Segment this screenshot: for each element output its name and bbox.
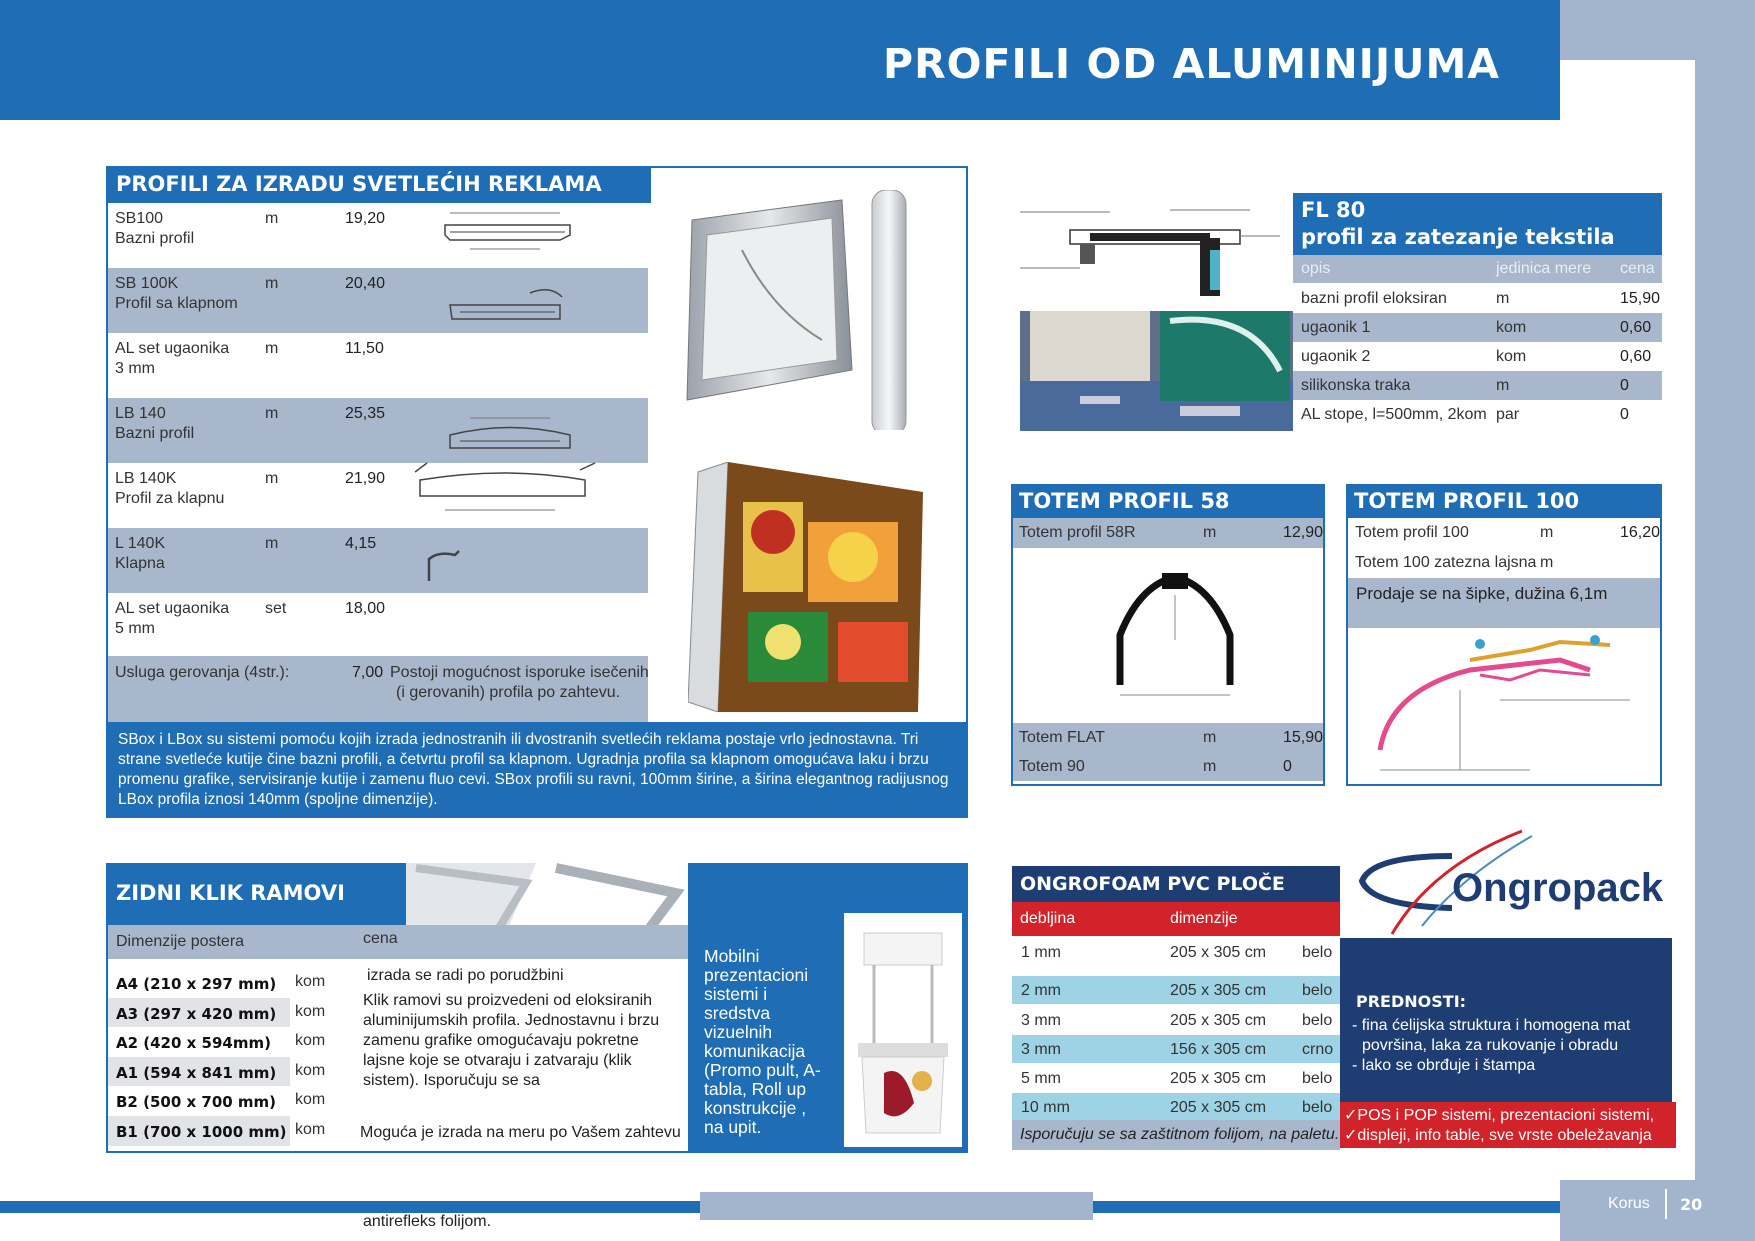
- promo-pult-photo: [844, 913, 962, 1147]
- klik-row-unit: kom: [295, 1091, 326, 1108]
- ongrofoam-footer-row: [1012, 1120, 1340, 1150]
- sb100k-drawing: [440, 275, 580, 330]
- ongrofoam-row-dim: 205 x 305 cm: [1170, 1070, 1267, 1087]
- lightbox-photo: [682, 190, 912, 430]
- svetlece-row-desc: Profil za klapnu: [115, 490, 225, 507]
- fl80-row-price: 0,60: [1620, 319, 1652, 336]
- klik-row-size: A1 (594 x 841 mm): [116, 1064, 277, 1082]
- svetlece-row-unit: m: [265, 470, 279, 487]
- promo-text: Mobilni prezentacioni sistemi i sredstva vizuelnih komunikacija (Promo pult, A-tabla, Roll up konstrukcije , na upit.: [704, 946, 821, 1137]
- red-line-2: ✓displeji, info table, sve vrste obeležavanja: [1344, 1127, 1652, 1144]
- gerovanje-label: Usluga gerovanja (4str.):: [115, 664, 290, 681]
- svetlece-row-price: 4,15: [345, 535, 377, 552]
- footer-center-block: [700, 1192, 1093, 1220]
- svetlece-row-desc: 3 mm: [115, 360, 155, 377]
- ongrofoam-row-deb: 5 mm: [1021, 1070, 1061, 1087]
- svetlece-row-code: AL set ugaonika: [115, 600, 230, 617]
- totem58-bottom-name: Totem FLAT: [1019, 729, 1105, 746]
- totem58-bottom-unit: m: [1203, 729, 1217, 746]
- ongrofoam-row-color: crno: [1302, 1041, 1334, 1058]
- svetlece-row-code: LB 140K: [115, 470, 177, 487]
- klik-note-desc: Klik ramovi su proizvedeni od eloksiranih aluminijumskih profila. Jednostavnu i brzu zamenu grafike omogućavaju pokretne lajsne koje se otvaraju i zatvaraju (klik sistem). Isporučuju se sa: [363, 992, 660, 1089]
- gerovanje-price: 7,00: [352, 664, 384, 681]
- fl80-row-opis: AL stope, l=500mm, 2kom: [1301, 406, 1487, 423]
- prednosti-red-box: [1340, 1102, 1676, 1148]
- svetlece-row-price: 21,90: [345, 470, 386, 487]
- fl80-col-opis: opis: [1301, 260, 1331, 277]
- fl80-drawing: [1020, 200, 1290, 300]
- svetlece-title: PROFILI ZA IZRADU SVETLEĆIH REKLAMA: [116, 172, 602, 196]
- ongrofoam-row-dim: 205 x 305 cm: [1170, 982, 1267, 999]
- page-title: PROFILI OD ALUMINIJUMA: [883, 40, 1500, 88]
- svetlece-row-unit: m: [265, 340, 279, 357]
- ongrofoam-row-deb: 3 mm: [1021, 1041, 1061, 1058]
- totem58-drawing: [1100, 565, 1250, 705]
- ongrofoam-row-color: belo: [1302, 982, 1333, 999]
- klik-row-unit: kom: [295, 1032, 326, 1049]
- ongrofoam-col-dim: dimenzije: [1170, 910, 1238, 927]
- totem58-name: Totem profil 58R: [1019, 524, 1136, 541]
- ongrofoam-row-dim: 205 x 305 cm: [1170, 1012, 1267, 1029]
- fl80-row-opis: silikonska traka: [1301, 377, 1411, 394]
- totem58-title: TOTEM PROFIL 58: [1019, 489, 1230, 513]
- ongropack-logo-text: Ongropack: [1452, 866, 1664, 910]
- klik-title: ZIDNI KLIK RAMOVI: [116, 881, 345, 905]
- header-bar: [0, 0, 1560, 120]
- svetlece-row-code: LB 140: [115, 405, 166, 422]
- totem100-drawing: [1360, 630, 1650, 780]
- fl80-row-unit: m: [1496, 290, 1510, 307]
- totem58-unit: m: [1203, 524, 1217, 541]
- klik-note-overflow: antirefleks folijom.: [363, 1213, 492, 1230]
- svetlece-title-bar: [106, 166, 651, 203]
- ongrofoam-header-row: [1012, 902, 1340, 936]
- svetlece-row-code: SB100: [115, 210, 164, 227]
- klik-row-unit: kom: [295, 1121, 326, 1138]
- klik-row-size: B2 (500 x 700 mm): [116, 1093, 277, 1111]
- svetlece-row-price: 11,50: [345, 340, 384, 357]
- svetlece-row: [108, 528, 648, 593]
- fl80-row-unit: kom: [1496, 348, 1527, 365]
- fl80-row-price: 0: [1620, 406, 1629, 423]
- ongrofoam-row-deb: 1 mm: [1021, 944, 1061, 961]
- totem58-bottom-price: 15,90: [1283, 729, 1324, 746]
- prednosti-line-1: - fina ćelijska struktura i homogena mat: [1352, 1017, 1631, 1034]
- totem100-row-name: Totem profil 100: [1355, 524, 1469, 541]
- svetlece-row-desc: Klapna: [115, 555, 165, 572]
- svetlece-row-desc: 5 mm: [115, 620, 155, 637]
- footer-divider: [1665, 1189, 1667, 1219]
- totem100-note-row: [1348, 578, 1660, 628]
- fl80-row-price: 15,90: [1620, 290, 1661, 307]
- ongrofoam-col-deb: debljina: [1020, 910, 1076, 927]
- totem100-row-unit: m: [1540, 554, 1554, 571]
- svetlece-row-unit: m: [265, 535, 279, 552]
- fl80-row-unit: m: [1496, 377, 1510, 394]
- totem58-title-bar: [1011, 484, 1325, 518]
- klik-frame-photo: [406, 863, 688, 933]
- ongrofoam-row-dim: 156 x 305 cm: [1170, 1041, 1267, 1058]
- klik-row-size: A3 (297 x 420 mm): [116, 1005, 277, 1023]
- klik-note-custom: Moguća je izrada na meru po Vašem zahtevu: [360, 1124, 681, 1141]
- svetlece-row-unit: m: [265, 275, 279, 292]
- promo-box: [688, 863, 968, 1153]
- prednosti-line-2: površina, laka za rukovanje i obradu: [1362, 1037, 1619, 1054]
- klik-col-dim: Dimenzije postera: [116, 933, 245, 950]
- gerovanje-note-2: (i gerovanih) profila po zahtevu.: [396, 684, 621, 701]
- svetlece-row-desc: Bazni profil: [115, 230, 195, 247]
- svetlece-row-code: SB 100K: [115, 275, 179, 292]
- page-number: 20: [1680, 1195, 1703, 1214]
- totem100-title-bar: [1346, 484, 1662, 518]
- klik-row-size: A2 (420 x 594mm): [116, 1034, 271, 1052]
- ongrofoam-row-deb: 3 mm: [1021, 1012, 1061, 1029]
- svetlece-row-unit: set: [265, 600, 287, 617]
- svetlece-row-price: 19,20: [345, 210, 386, 227]
- fl80-row-price: 0,60: [1620, 348, 1652, 365]
- ongropack-logo: [1352, 826, 1677, 936]
- ongrofoam-row-color: belo: [1302, 944, 1333, 961]
- totem58-bottom-price: 0: [1283, 758, 1292, 775]
- klik-row-unit: kom: [295, 1003, 326, 1020]
- fl80-row-price: 0: [1620, 377, 1629, 394]
- totem100-note: Prodaje se na šipke, dužina 6,1m: [1356, 584, 1608, 603]
- svetlece-row-unit: m: [265, 210, 279, 227]
- gerovanje-note-1: Postoji mogućnost isporuke isečenih: [390, 664, 649, 681]
- prednosti-line-3: - lako se obrđuje i štampa: [1352, 1057, 1536, 1074]
- ongrofoam-row-color: belo: [1302, 1012, 1333, 1029]
- lb140k-drawing: [405, 458, 605, 518]
- prednosti-title: PREDNOSTI:: [1356, 992, 1467, 1011]
- fl80-col-cena: cena: [1620, 260, 1655, 277]
- totem100-row-unit: m: [1540, 524, 1554, 541]
- totem100-title: TOTEM PROFIL 100: [1354, 489, 1580, 513]
- ongrofoam-title: ONGROFOAM PVC PLOČE: [1020, 873, 1285, 895]
- ongrofoam-row-deb: 2 mm: [1021, 982, 1061, 999]
- lightbox-graphic-photo: [688, 462, 928, 712]
- footer-brand-box: [1560, 1183, 1755, 1225]
- klik-header-row: [108, 925, 688, 959]
- ongrofoam-title-bar: [1012, 866, 1340, 902]
- fl80-row-opis: ugaonik 2: [1301, 348, 1371, 365]
- klik-col-cena: cena: [363, 930, 398, 947]
- ongrofoam-row-deb: 10 mm: [1021, 1099, 1070, 1116]
- klik-row-size: A4 (210 x 297 mm): [116, 975, 277, 993]
- fl80-col-jedinica: jedinica mere: [1496, 260, 1592, 277]
- totem100-row-price: 16,20: [1620, 524, 1661, 541]
- klik-note-order: izrada se radi po porudžbini: [367, 967, 564, 984]
- ongrofoam-row-dim: 205 x 305 cm: [1170, 944, 1267, 961]
- klik-title-bar: [106, 863, 406, 925]
- klik-row-size: B1 (700 x 1000 mm): [116, 1123, 287, 1141]
- svetlece-row-desc: Bazni profil: [115, 425, 195, 442]
- ongrofoam-row-color: belo: [1302, 1070, 1333, 1087]
- ongrofoam-row-dim: 205 x 305 cm: [1170, 1099, 1267, 1116]
- svetlece-description-box: [106, 724, 968, 818]
- fl80-title-2: profil za zatezanje tekstila: [1301, 225, 1615, 249]
- svetlece-row-price: 20,40: [345, 275, 386, 292]
- fl80-row-unit: par: [1496, 406, 1520, 423]
- footer-brand: Korus: [1608, 1195, 1650, 1212]
- fl80-photo: [1020, 311, 1293, 431]
- svetlece-row-unit: m: [265, 405, 279, 422]
- ongrofoam-footer: Isporučuju se sa zaštitnom folijom, na paletu.: [1020, 1126, 1340, 1143]
- l140k-drawing: [425, 545, 465, 585]
- klik-row-unit: kom: [295, 973, 326, 990]
- totem58-row: [1013, 518, 1323, 548]
- sb100-drawing: [430, 205, 590, 255]
- prednosti-box: [1340, 938, 1672, 1103]
- lb140-drawing: [430, 410, 590, 460]
- svetlece-row-price: 25,35: [345, 405, 386, 422]
- svetlece-row-code: AL set ugaonika: [115, 340, 230, 357]
- fl80-row-opis: ugaonik 1: [1301, 319, 1371, 336]
- fl80-title-1: FL 80: [1301, 198, 1366, 222]
- svetlece-row-desc: Profil sa klapnom: [115, 295, 238, 312]
- fl80-row-opis: bazni profil eloksiran: [1301, 290, 1447, 307]
- totem58-bottom-name: Totem 90: [1019, 758, 1085, 775]
- svetlece-description: SBox i LBox su sistemi pomoću kojih izrada jednostranih ili dvostranih svetlećih reklama postaje vrlo jednostavna. Tri strane svetleće kutije čine bazni profili, a četvrtu profil sa klapnom. Ugradnja profila sa klapnom omogućava laku i brzu promenu grafike, servisiranje kutije i zamenu fluo cevi. SBox profili su ravni, 100mm širine, a širina elegantnog radijusnog LBox profila iznosi 140mm (spoljne dimenzije).: [118, 731, 949, 808]
- ongrofoam-row-color: belo: [1302, 1099, 1333, 1116]
- totem100-row-name: Totem 100 zatezna lajsna: [1355, 554, 1537, 571]
- fl80-row-unit: kom: [1496, 319, 1527, 336]
- totem58-bottom-unit: m: [1203, 758, 1217, 775]
- fl80-title-bar: [1293, 193, 1662, 255]
- fl80-header-row: [1293, 255, 1662, 283]
- red-line-1: ✓POS i POP sistemi, prezentacioni sistemi,: [1344, 1107, 1655, 1124]
- svetlece-row-price: 18,00: [345, 600, 386, 617]
- totem58-price: 12,90: [1283, 524, 1324, 541]
- svetlece-row-code: L 140K: [115, 535, 166, 552]
- klik-row-unit: kom: [295, 1062, 326, 1079]
